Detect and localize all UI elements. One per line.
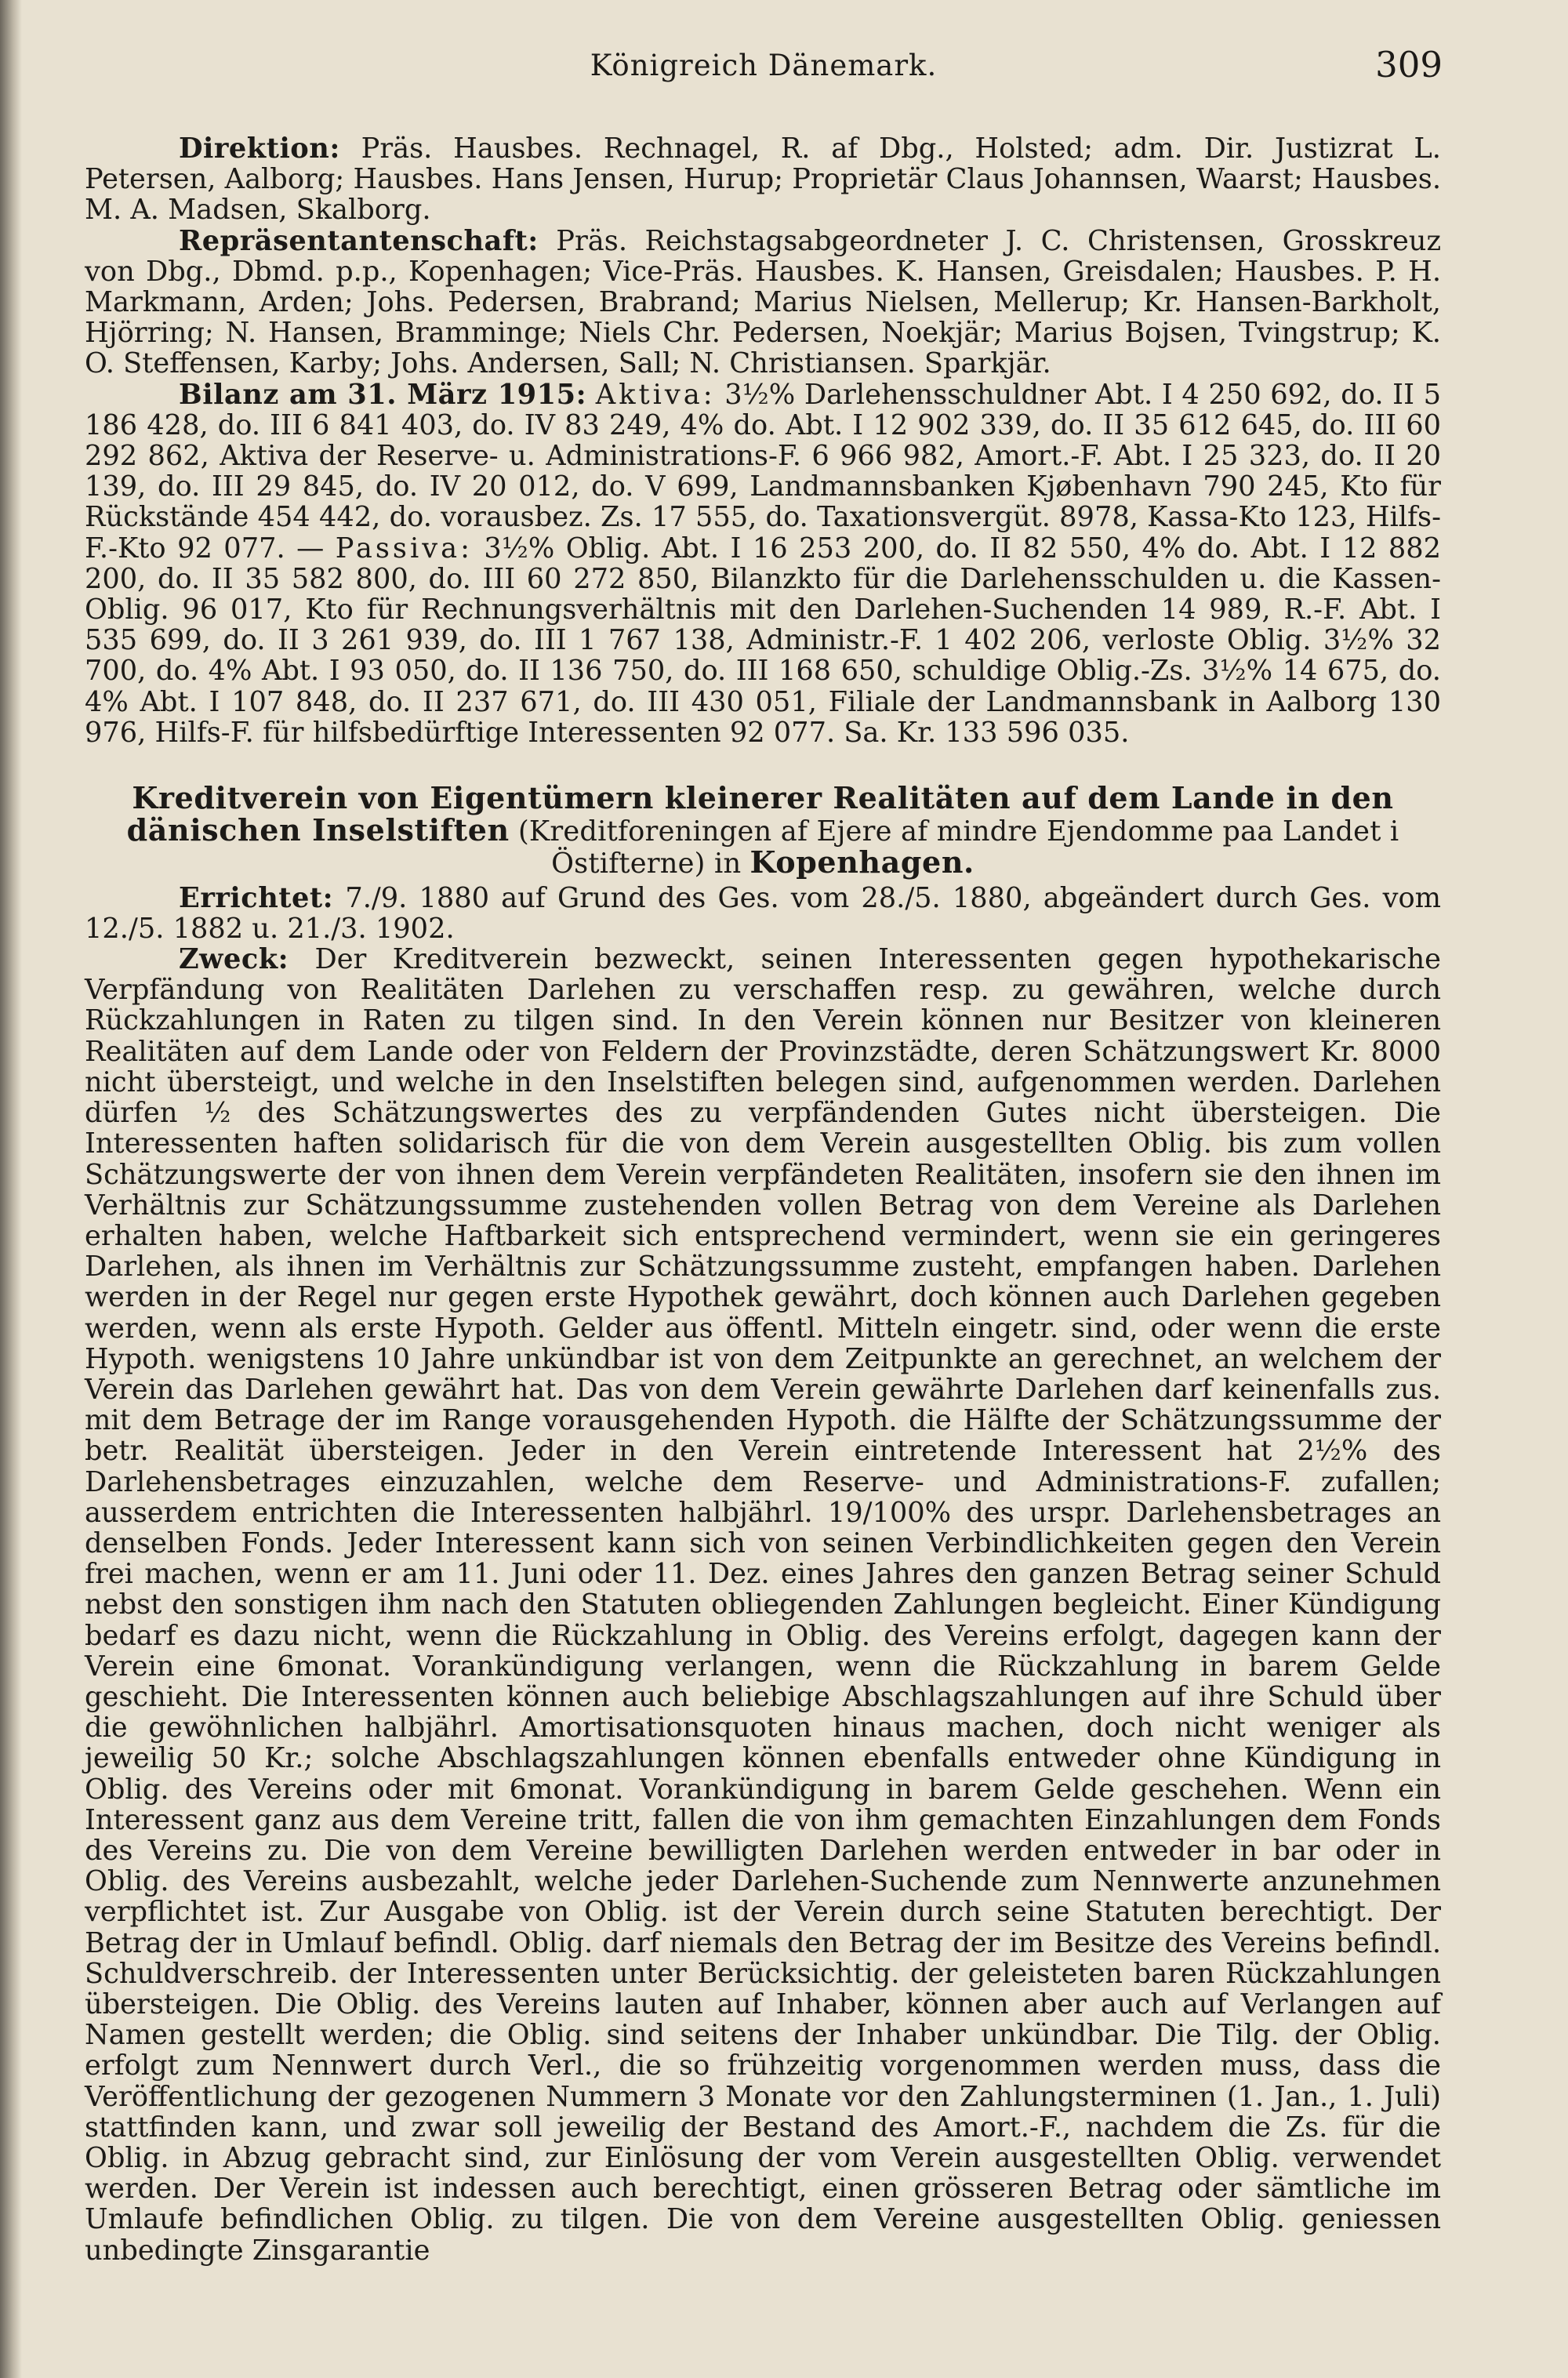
running-title: Königreich Dänemark. <box>590 49 938 82</box>
zweck-label: Zweck: <box>179 943 289 976</box>
zweck-paragraph <box>85 944 1441 2266</box>
direktion-label: Direktion: <box>179 133 340 165</box>
zweck-text: Der Kreditverein bezweckt, seinen Interessenten gegen hypothekarische Verpfändung von Realitäten Darlehen zu verschaffen resp. zu gewähren, welche durch Rückzahlungen in Raten zu tilgen sind. In den Verein können nur Besitzer von kleineren Realitäten auf dem Lande oder von Feldern der Provinzstädte, deren Schätzungswert Kr. 8000 nicht übersteigt, und welche in den Inselstiften belegen sind, aufgenommen werden. Darlehen dürfen ½ des Schätzungswertes des zu verpfändenden Gutes nicht übersteigen. Die Interessenten haften solidarisch für die von dem Verein ausgestellten Oblig. bis zum vollen Schätzungswerte der von ihnen dem Verein verpfändeten Realitäten, insofern sie den ihnen im Verhältnis zur Schätzungssumme zustehenden vollen Betrag von dem Vereine als Darlehen erhalten haben, welche Haftbarkeit sich entsprechend vermindert, wenn sie ein geringeres Darlehen, als ihnen im Verhältnis zur Schätzungssumme zusteht, empfangen haben. Darlehen werden in der Regel nur gegen erste Hypothek gewährt, doch können auch Darlehen gegeben werden, wenn als erste Hypoth. Gelder aus öffentl. Mitteln eingetr. sind, oder wenn die erste Hypoth. wenigstens 10 Jahre unkündbar ist von dem Zeitpunkte an gerechnet, an welchem der Verein das Darlehen gewährt hat. Das von dem Verein gewährte Darlehen darf keinenfalls zus. mit dem Betrage der im Range vorausgehenden Hypoth. die Hälfte der Schätzungssumme der betr. Realität übersteigen. Jeder in den Verein eintretende Interessent hat 2½% des Darlehensbetrages einzuzahlen, welche dem Reserve- und Administrations-F. zufallen; ausserdem entrichten die Interessenten halbjährl. 19/100% des urspr. Darlehensbetrages an denselben Fonds. Jeder Interessent kann sich von seinen Verbindlichkeiten gegen den Verein frei machen, wenn er am 11. Juni oder 11. Dez. eines Jahres den ganzen Betrag seiner Schuld nebst den sonstigen ihm nach den Statuten obliegenden Zahlungen begleicht. Einer Kündigung bedarf es dazu nicht, wenn die Rückzahlung in Oblig. des Vereins erfolgt, dagegen kann der Verein eine 6monat. Vorankündigung verlangen, wenn die Rückzahlung in barem Gelde geschieht. Die Interessenten können auch beliebige Abschlagszahlungen auf ihre Schuld über die gewöhnlichen halbjährl. Amortisationsquoten hinaus machen, doch nicht weniger als jeweilig 50 Kr.; solche Abschlagszahlungen können ebenfalls entweder ohne Kündigung in Oblig. des Vereins oder mit 6monat. Vorankündigung in barem Gelde geschehen. Wenn ein Interessent ganz aus dem Vereine tritt, fallen die von ihm gemachten Einzahlungen dem Fonds des Vereins zu. Die von dem Vereine bewilligten Darlehen werden entweder in bar oder in Oblig. des Vereins ausbezahlt, welche jeder Darlehen-Suchende zum Nennwerte anzunehmen verpflichtet ist. Zur Ausgabe von Oblig. ist der Verein durch seine Statuten berechtigt. Der Betrag der in Umlauf befindl. Oblig. darf niemals den Betrag der im Besitze des Vereins befindl. Schuldverschreib. der Interessenten unter Berücksichtig. der geleisteten baren Rückzahlungen übersteigen. Die Oblig. des Vereins lauten auf Inhaber, können aber auch auf Verlangen auf Namen gestellt werden; die Oblig. sind seitens der Inhaber unkündbar. Die Tilg. der Oblig. erfolgt zum Nennwert durch Verl., die so frühzeitig vorgenommen werden muss, dass die Veröffentlichung der gezogenen Nummern 3 Monate vor den Zahlungsterminen (1. Jan., 1. Juli) stattfinden kann, und zwar soll jeweilig der Bestand des Amort.-F., nachdem die Zs. für die Oblig. in Abzug gebracht sind, zur Einlösung der vom Verein ausgestellten Oblig. verwendet werden. Der Verein ist indessen auch berechtigt, einen grösseren Betrag oder sämtliche im Umlaufe befindlichen Oblig. zu tilgen. Die von dem Vereine ausgestellten Oblig. geniessen unbedingte Zinsgarantie <box>85 943 1442 2267</box>
page-edge-shadow <box>0 0 22 2378</box>
page-body <box>85 133 1441 2266</box>
errichtet-paragraph <box>85 883 1441 944</box>
bilanz-label: Bilanz am 31. März 1915: <box>179 378 587 411</box>
aktiva-text: 3½% Darlehensschuldner Abt. I 4 250 692, do. II 5 186 428, do. III 6 841 403, do. IV 83 249, 4% do. Abt. I 12 902 339, do. II 35 612 645, do. III 60 292 862, Aktiva der Reserve- u. Administrations-F. 6 966 982, Amort.-F. Abt. I 25 323, do. II 20 139, do. III 29 845, do. IV 20 012, do. V 699, Landmannsbanken Kjøbenhavn 790 245, Kto für Rückstände 454 442, do. vorausbez. Zs. 17 555, do. Taxationsvergüt. 8978, Kassa-Kto 123, Hilfs-F.-Kto 92 077. — <box>85 378 1441 565</box>
aktiva-label: Aktiva: <box>595 378 716 411</box>
passiva-text: 3½% Oblig. Abt. I 16 253 200, do. II 82 550, 4% do. Abt. I 12 882 200, do. II 35 582 800, do. III 60 272 850, Bilanzkto für die Darlehensschulden u. die Kassen-Oblig. 96 017, Kto für Rechnungsverhältnis mit den Darlehen-Suchenden 14 989, R.-F. Abt. I 535 699, do. II 3 261 939, do. III 1 767 138, Administr.-F. 1 402 206, verloste Oblig. 3½% 32 700, do. 4% Abt. I 93 050, do. II 136 750, do. III 168 650, schuldige Oblig.-Zs. 3½% 14 675, do. 4% Abt. I 107 848, do. II 237 671, do. III 430 051, Filiale der Landmannsbank in Aalborg 130 976, Hilfs-F. für hilfsbedürftige Interessenten 92 077. Sa. Kr. 133 596 035. <box>85 532 1442 749</box>
errichtet-label: Errichtet: <box>179 881 334 914</box>
entry-title: Kreditverein von Eigentümern kleinerer Realitäten auf dem Lande in den dänischen Inselstiften <box>126 780 1394 848</box>
running-header <box>85 44 1443 96</box>
repraesentantenschaft-text: Präs. Reichstagsabgeordneter J. C. Christensen, Grosskreuz von Dbg., Dbmd. p.p., Kopenhagen; Vice-Präs. Hausbes. K. Hansen, Greisdalen; Hausbes. P. H. Markmann, Arden; Johs. Pedersen, Brabrand; Marius Nielsen, Mellerup; Kr. Hansen-Barkholt, Hjörring; N. Hansen, Bramminge; Niels Chr. Pedersen, Noekjär; Marius Bojsen, Tvingstrup; K. O. Steffensen, Karby; Johs. Andersen, Sall; N. Christiansen. Sparkjär. <box>85 224 1441 380</box>
repraesentantenschaft-label: Repräsentantenschaft: <box>179 224 539 257</box>
page-number: 309 <box>1375 44 1443 85</box>
repraesentantenschaft-paragraph <box>85 226 1441 379</box>
passiva-label: Passiva: <box>335 532 473 565</box>
entry-title-city: Kopenhagen. <box>750 844 975 880</box>
direktion-paragraph <box>85 133 1441 226</box>
errichtet-text: 7./9. 1880 auf Grund des Ges. vom 28./5. 1880, abgeändert durch Ges. vom 12./5. 1882 u. 21./3. 1902. <box>85 881 1441 945</box>
entry-title-danish: (Kreditforeningen af Ejere af mindre Ejendomme paa Landet i Östifterne) in <box>517 815 1399 880</box>
direktion-text: Präs. Hausbes. Rechnagel, R. af Dbg., Holsted; adm. Dir. Justizrat L. Petersen, Aalborg; Hausbes. Hans Jensen, Hurup; Proprietär Claus Johannsen, Waarst; Hausbes. M. A. Madsen, Skalborg. <box>85 133 1441 227</box>
bilanz-paragraph <box>85 379 1441 748</box>
entry-heading <box>85 782 1441 880</box>
